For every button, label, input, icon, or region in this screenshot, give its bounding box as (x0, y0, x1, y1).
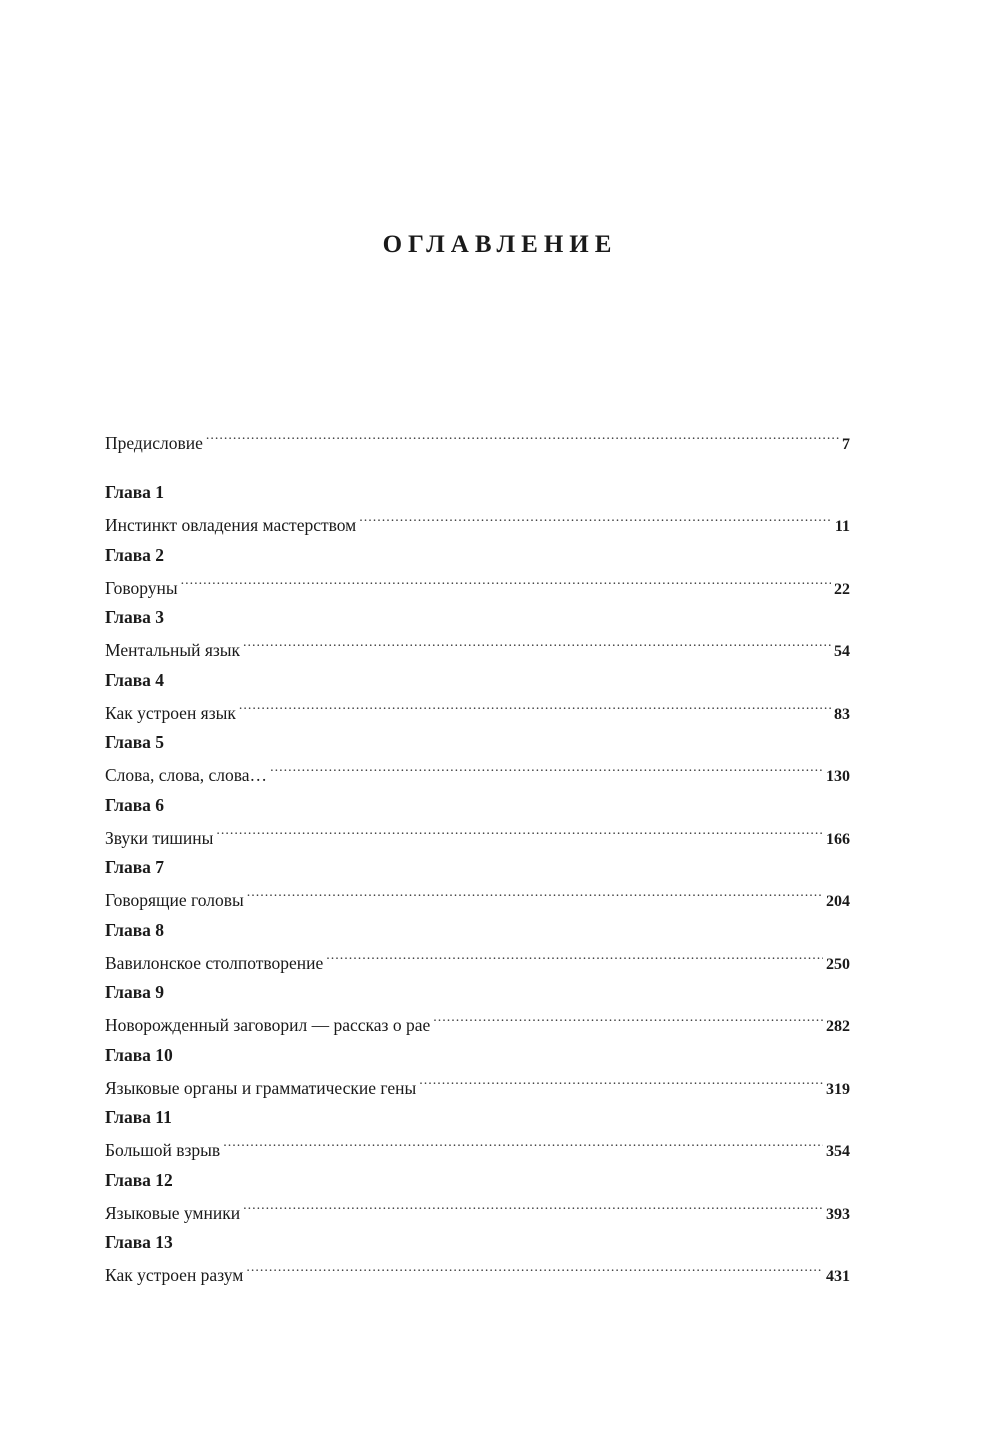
dot-leader (216, 818, 823, 844)
dot-leader (359, 505, 832, 531)
chapter-heading: Глава 5 (105, 732, 165, 752)
toc-page-number: 204 (826, 893, 850, 910)
toc-entry[interactable] (105, 568, 850, 598)
toc-entry-label: Ментальный язык (105, 640, 241, 660)
chapter-heading: Глава 10 (105, 1044, 173, 1065)
dot-leader (326, 943, 823, 969)
toc-entry-label: Говоруны (105, 577, 178, 598)
chapter-heading: Глава 7 (105, 857, 165, 877)
chapter-heading: Глава 13 (105, 1232, 173, 1252)
toc-chapter-10 (105, 1042, 850, 1098)
toc-entry-label: Предисловие (105, 433, 203, 453)
toc-entry-label: Новорожденный заговорил — рассказ о рае (105, 1015, 431, 1035)
toc-entry[interactable] (105, 818, 850, 848)
page-title: ОГЛАВЛЕНИЕ (382, 231, 618, 258)
toc-chapter-11 (105, 1104, 850, 1160)
toc-page-number: 166 (826, 830, 850, 848)
toc-page-number: 282 (826, 1018, 850, 1035)
chapter-heading: Глава 1 (105, 482, 165, 502)
toc-entry[interactable] (105, 1068, 850, 1098)
chapter-heading: Глава 3 (105, 607, 165, 627)
chapter-heading: Глава 8 (105, 919, 165, 940)
toc-entry-preface[interactable] (105, 423, 850, 453)
dot-leader (243, 630, 831, 656)
chapter-heading: Глава 12 (105, 1169, 173, 1190)
toc-chapter-5 (105, 729, 850, 785)
dot-leader (247, 880, 823, 906)
toc-entry[interactable] (105, 693, 850, 723)
toc-entry[interactable] (105, 943, 850, 973)
chapter-heading: Глава 2 (105, 544, 165, 565)
chapter-heading: Глава 6 (105, 794, 165, 815)
toc-page-number: 354 (826, 1143, 850, 1160)
table-of-contents (105, 423, 850, 1292)
toc-entry[interactable] (105, 630, 850, 660)
toc-page-number: 250 (826, 955, 850, 973)
toc-page-number: 130 (826, 768, 850, 785)
toc-entry-label: Языковые органы и грамматические гены (105, 1077, 417, 1098)
toc-entry[interactable] (105, 755, 850, 785)
toc-chapter-3 (105, 604, 850, 660)
toc-page-number: 393 (826, 1205, 850, 1223)
toc-page-number: 11 (834, 518, 850, 535)
toc-entry[interactable] (105, 1255, 850, 1285)
chapter-heading: Глава 11 (105, 1107, 172, 1127)
chapter-heading: Глава 4 (105, 669, 165, 690)
toc-chapter-9 (105, 979, 850, 1035)
toc-entry[interactable] (105, 1193, 850, 1223)
toc-entry[interactable] (105, 880, 850, 910)
toc-page-number: 319 (826, 1080, 850, 1098)
toc-entry-label: Как устроен язык (105, 702, 236, 723)
toc-chapter-6 (105, 792, 850, 848)
toc-chapter-13 (105, 1229, 850, 1285)
dot-leader (206, 423, 839, 449)
toc-page-number: 7 (842, 436, 850, 453)
toc-chapter-2 (105, 542, 850, 598)
toc-page-number: 83 (834, 705, 850, 723)
toc-page-number: 54 (834, 643, 850, 660)
dot-leader (433, 1005, 823, 1031)
toc-entry[interactable] (105, 1130, 850, 1160)
toc-chapter-1 (105, 479, 850, 535)
dot-leader (239, 693, 831, 719)
toc-entry-label: Языковые умники (105, 1202, 241, 1223)
dot-leader (270, 755, 823, 781)
toc-page-number: 431 (826, 1268, 850, 1285)
toc-entry-label: Вавилонское столпотворение (105, 952, 324, 973)
toc-entry-label: Звуки тишины (105, 827, 214, 848)
toc-entry-label: Инстинкт овладения мастерством (105, 515, 357, 535)
chapter-list (105, 479, 850, 1285)
chapter-heading: Глава 9 (105, 982, 165, 1002)
toc-entry-label: Слова, слова, слова… (105, 765, 268, 785)
toc-chapter-12 (105, 1167, 850, 1223)
toc-entry-label: Говорящие головы (105, 890, 244, 910)
toc-entry-label: Как устроен разум (105, 1265, 244, 1285)
toc-entry[interactable] (105, 1005, 850, 1035)
toc-entry-label: Большой взрыв (105, 1140, 221, 1160)
toc-chapter-4 (105, 667, 850, 723)
dot-leader (246, 1255, 823, 1281)
dot-leader (223, 1130, 823, 1156)
toc-page-number: 22 (834, 580, 850, 598)
dot-leader (419, 1068, 823, 1094)
toc-chapter-7 (105, 854, 850, 910)
toc-chapter-8 (105, 917, 850, 973)
dot-leader (181, 568, 831, 594)
dot-leader (243, 1193, 823, 1219)
toc-entry[interactable] (105, 505, 850, 535)
